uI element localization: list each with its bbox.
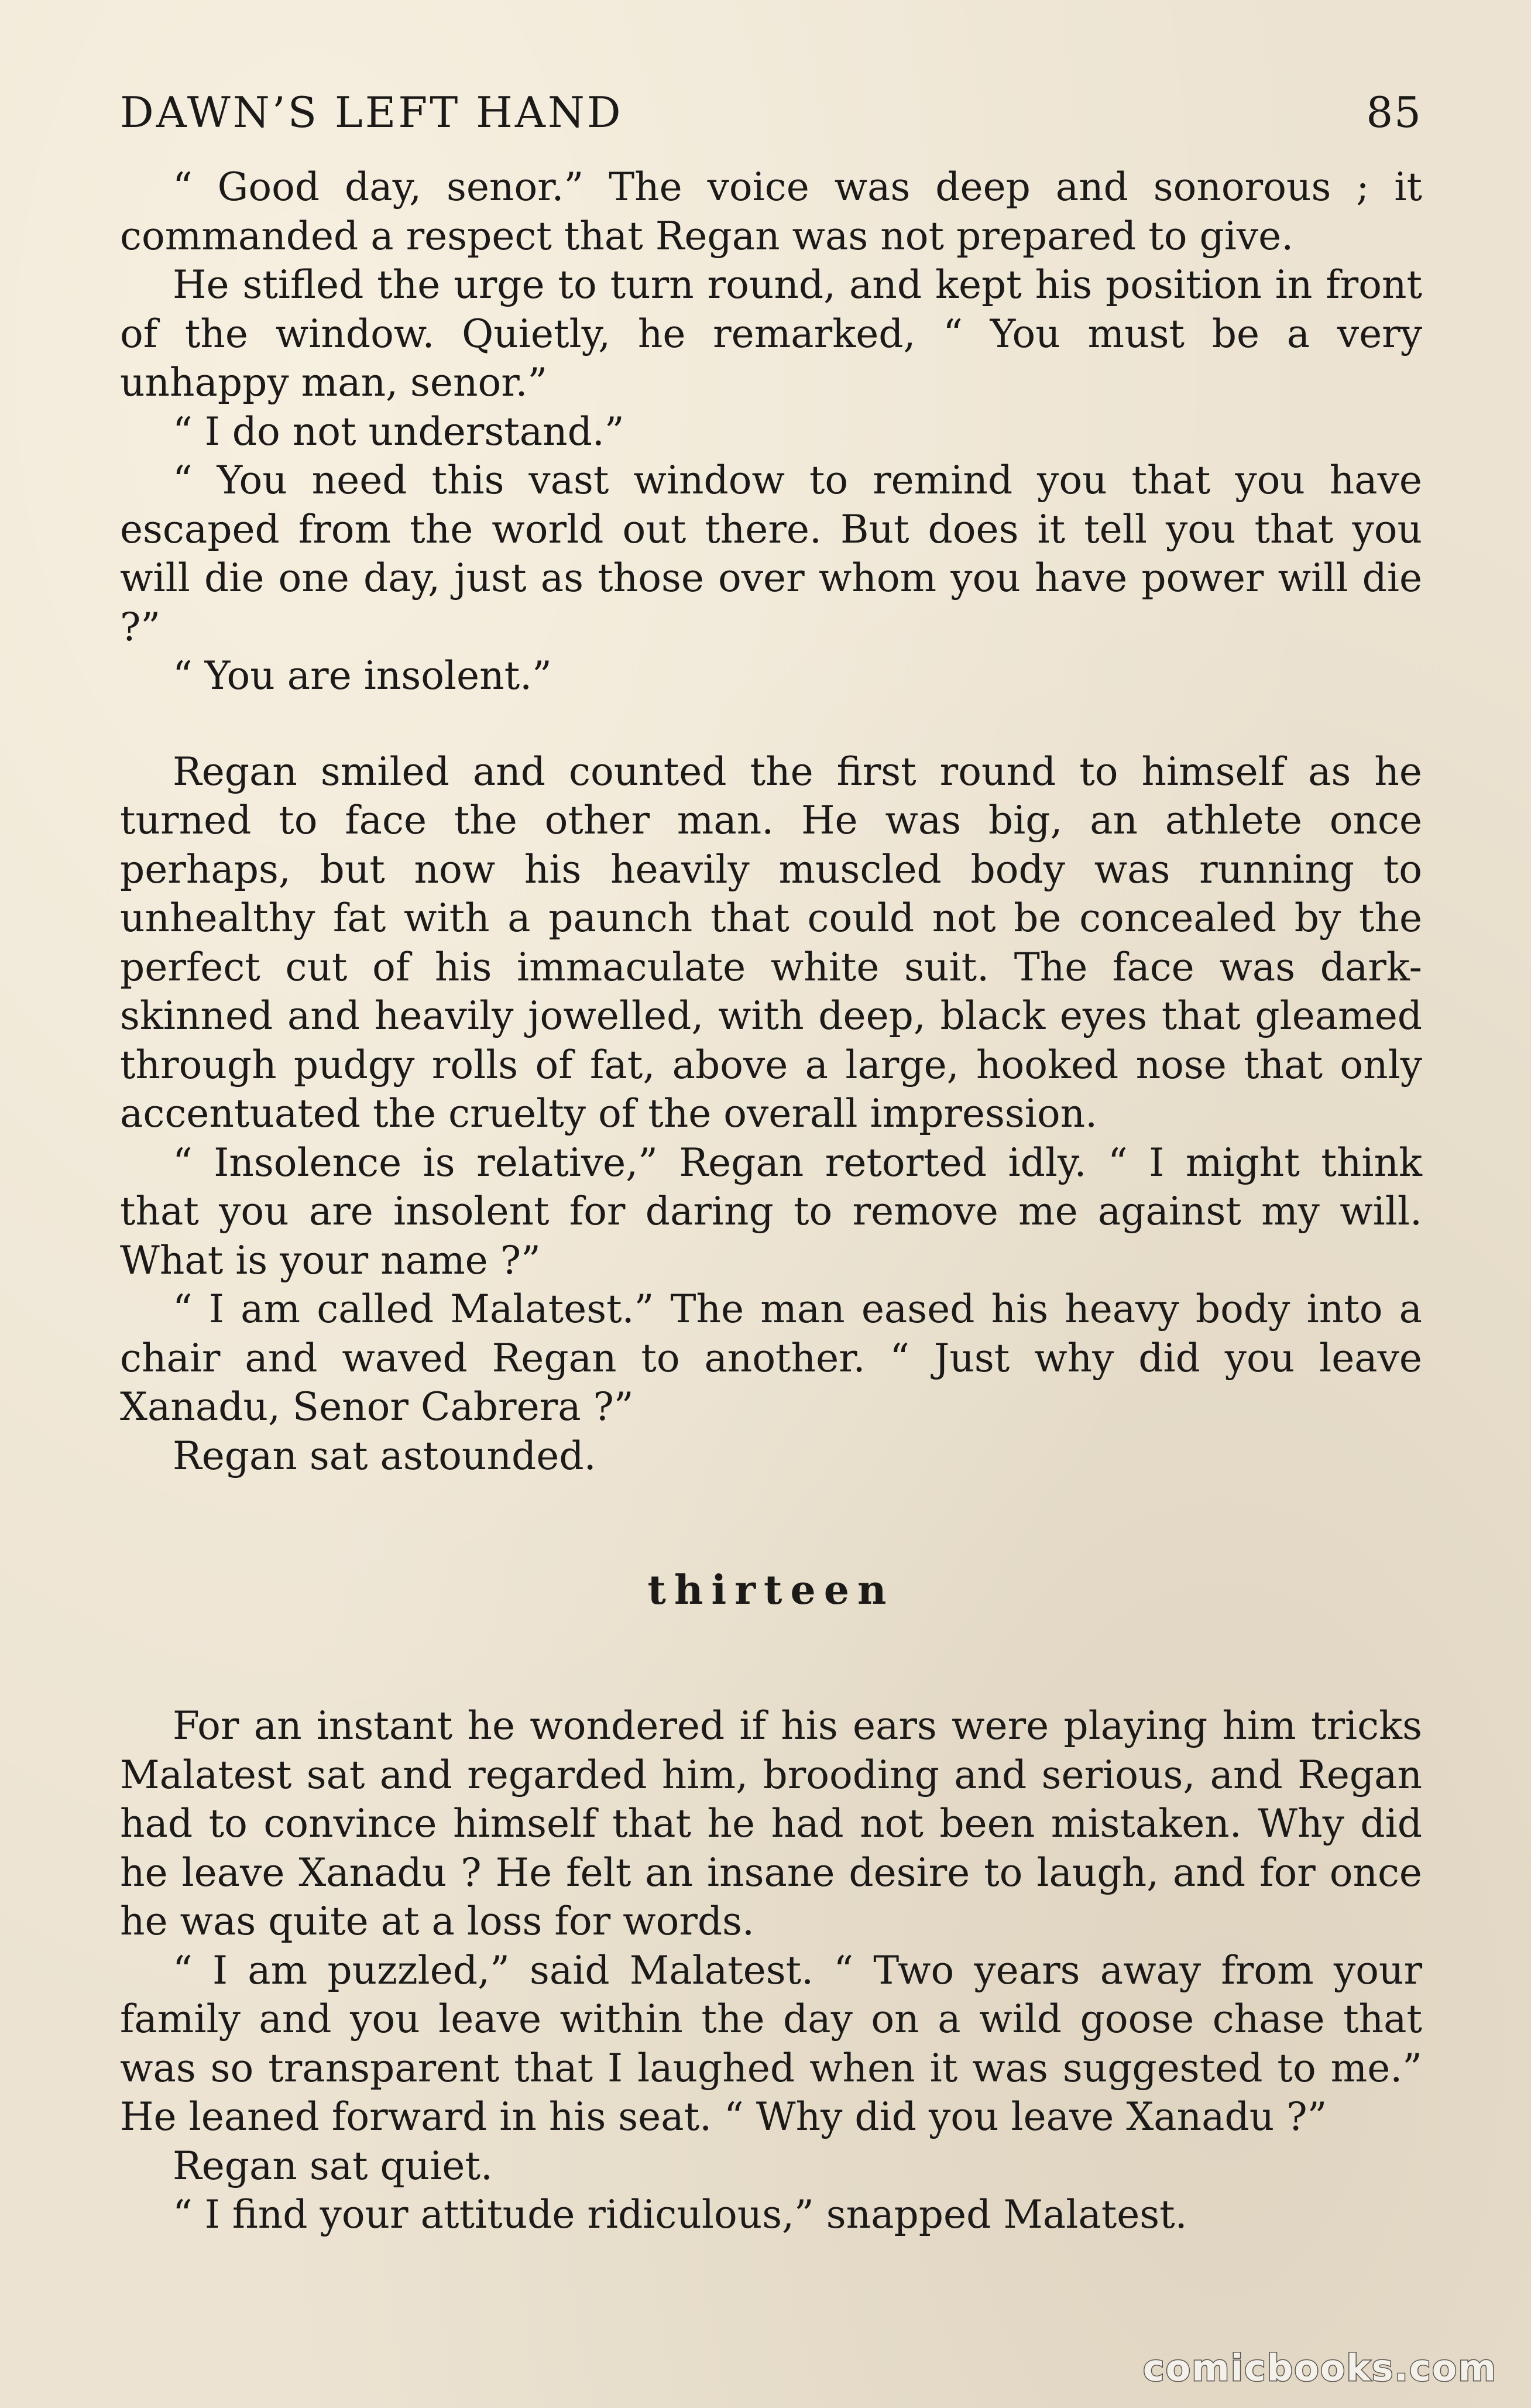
body-text — [120, 163, 1422, 2239]
section-break — [120, 701, 1422, 747]
chapter-heading: thirteen — [647, 1567, 895, 1614]
paragraph: Regan smiled and counted the first round to himself as he turned to face the other man. He was big, an athlete once perhaps, but now his heavily muscled body was running to unhealthy fat with a paunch that could not be concealed by the perfect cut of his immaculate white suit. The face was dark-skinned and heavily jowelled, with deep, black eyes that gleamed through pudgy rolls of fat, above a large, hooked nose that only accentuated the cruelty of the overall impression. — [120, 749, 1422, 1136]
paragraph: “ I am puzzled,” said Malatest. “ Two years away from your family and you leave within the day on a wild goose chase that was so transparent that I laughed when it was suggested to me.” He leaned forward in his seat. “ Why did you leave Xanadu ?” — [120, 1947, 1422, 2139]
book-page — [120, 88, 1422, 2239]
paragraph: “ I do not understand.” — [173, 409, 624, 454]
paragraph: “ Insolence is relative,” Regan retorted idly. “ I might think that you are insolent for daring to remove me against my will. What is your name ?” — [120, 1140, 1422, 1283]
paragraph: “ I am called Malatest.” The man eased his heavy body into a chair and waved Regan to another. “ Just why did you leave Xanadu, Senor Cabrera ?” — [120, 1287, 1422, 1429]
paragraph: He stifled the urge to turn round, and kept his position in front of the window. Quietly, he remarked, “ You must be a very unhappy man, senor.” — [120, 262, 1422, 405]
paragraph: “ You need this vast window to remind you that you have escaped from the world out there. But does it tell you that you will die one day, just as those over whom you have power will die ?” — [120, 458, 1422, 650]
paragraph: “ You are insolent.” — [173, 653, 552, 698]
paragraph: “ I find your attitude ridiculous,” snapped Malatest. — [173, 2192, 1187, 2237]
paragraph: Regan sat quiet. — [173, 2143, 493, 2189]
running-head — [120, 88, 1422, 137]
watermark: comicbooks.com — [1142, 2347, 1497, 2389]
page-number: 85 — [1366, 88, 1422, 137]
paragraph: Regan sat astounded. — [173, 1433, 596, 1479]
paragraph: For an instant he wondered if his ears were playing him tricks Malatest sat and regarded him, brooding and serious, and Regan had to convince himself that he had not been mistaken. Why did he leave Xanadu ? He felt an insane desire to laugh, and for once he was quite at a loss for words. — [120, 1703, 1422, 1944]
running-title: DAWN’S LEFT HAND — [120, 88, 623, 137]
paragraph: “ Good day, senor.” The voice was deep and sonorous ; it commanded a respect that Regan was not prepared to give. — [120, 164, 1422, 259]
